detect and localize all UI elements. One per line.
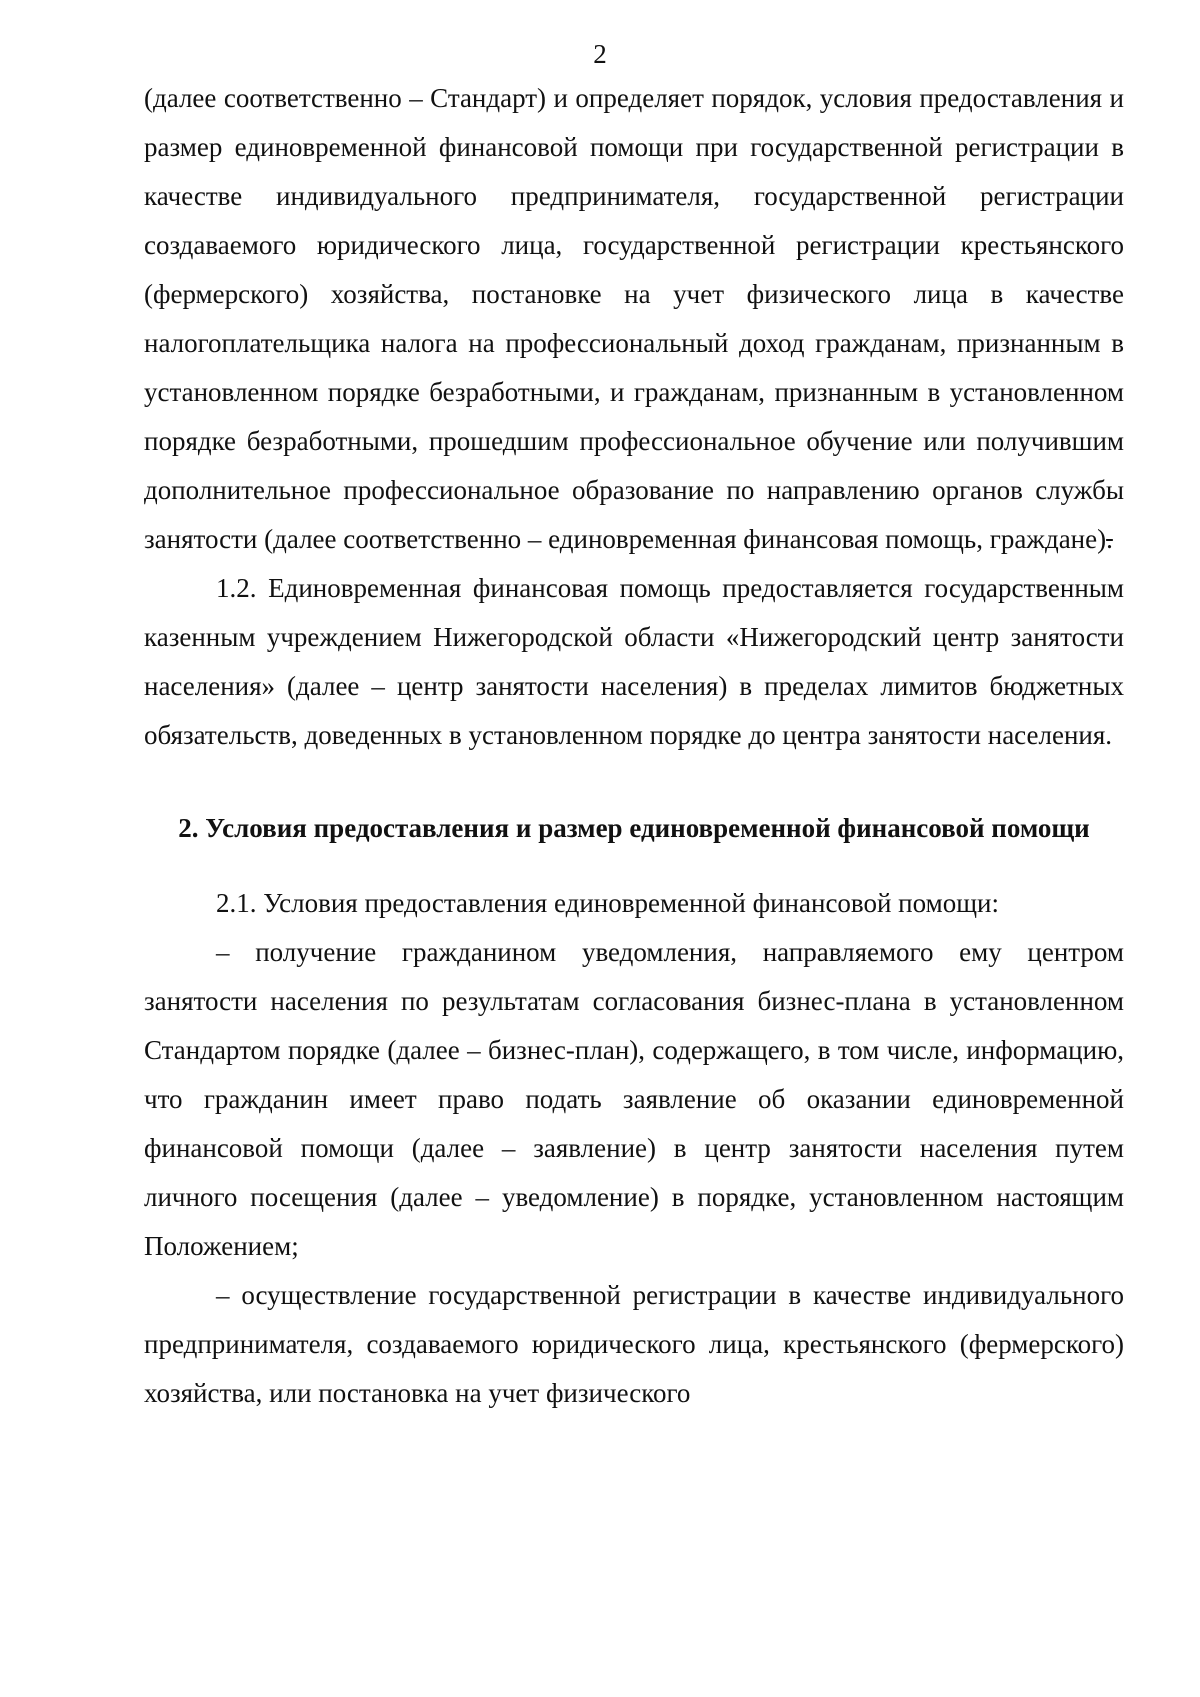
bullet-item-registration: – осуществление государственной регистрации в качестве индивидуального предпринимателя, создаваемого юридического лица, крестьянского (фермерского) хозяйства, или постановка на учет физического: [144, 1280, 1124, 1408]
page-number: 2: [593, 39, 607, 69]
document-body: [144, 74, 1124, 1418]
intro-paragraph: [144, 74, 1124, 564]
paragraph-2-1: 2.1. Условия предоставления единовременной финансовой помощи:: [216, 888, 999, 918]
section-2-heading: 2. Условия предоставления и размер единовременной финансовой помощи: [178, 813, 1090, 843]
intro-paragraph-text: (далее соответственно – Стандарт) и определяет порядок, условия предоставления и размер единовременной финансовой помощи при государственной регистрации в качестве индивидуального предпринимателя, государственной регистрации создаваемого юридического лица, государственной регистрации крестьянского (фермерского) хозяйства, постановке на учет физического лица в качестве налогоплательщика налога на профессиональный доход гражданам, признанным в установленном порядке безработными, и гражданам, признанным в установленном порядке безработными, прошедшим профессиональное обучение или получившим дополнительное профессиональное образование по направлению органов службы занятости (далее соответственно – единовременная финансовая помощь, граждане): [144, 83, 1124, 554]
paragraph-1-2: 1.2. Единовременная финансовая помощь предоставляется государственным казенным учреждением Нижегородской области «Нижегородский центр занятости населения» (далее – центр занятости населения) в пределах лимитов бюджетных обязательств, доведенных в установленном порядке до центра занятости населения.: [144, 573, 1124, 750]
bullet-item-notification: – получение гражданином уведомления, направляемого ему центром занятости населения по результатам согласования бизнес-плана в установленном Стандартом порядке (далее – бизнес-план), содержащего, в том числе, информацию, что гражданин имеет право подать заявление об оказании единовременной финансовой помощи (далее – заявление) в центр занятости населения путем личного посещения (далее – уведомление) в порядке, установленном настоящим Положением;: [144, 937, 1124, 1261]
struck-period: .: [1106, 524, 1113, 554]
